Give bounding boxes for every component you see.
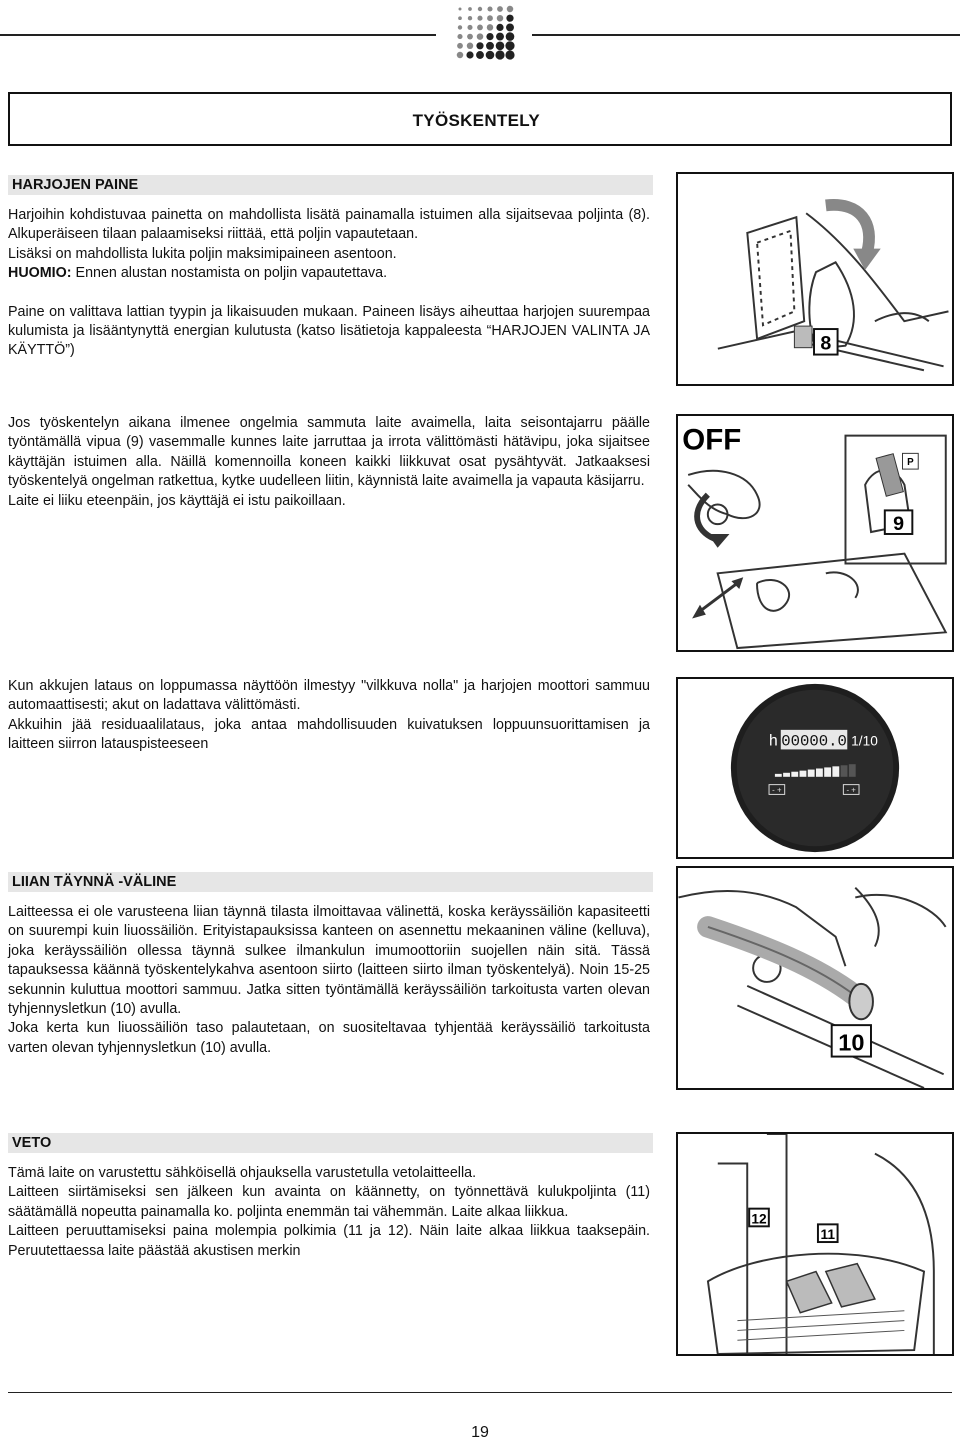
- logo-dot: [496, 42, 505, 51]
- logo-dot: [506, 32, 515, 41]
- figure-label-10: 10: [838, 1029, 865, 1056]
- note-label: HUOMIO:: [8, 265, 72, 282]
- logo-dot: [478, 7, 482, 11]
- logo-dot: [476, 51, 484, 59]
- logo-dot: [477, 33, 484, 40]
- svg-text:- +: - +: [846, 785, 856, 795]
- lever-mark: P: [907, 457, 914, 469]
- logo-dot: [486, 33, 493, 40]
- paragraph: Laitteessa ei ole varusteena liian täynnä tilasta ilmoittavaa välinettä, koska keräyssäiliön kapasiteetti on suurempi kuin liuossäiliön. Erityistapauksissa kanteen on asennettu mekaaninen väline (kelluva), joka keräyssäiliön ollessa täynnä sulkee ilmankulun imumoottoriin suojellen näin sitä. Tässä tapauksessa käännä työskentelykahva asentoon siirto (laitteen siirto ilman työskentelyä). Noin 15-25 sekunnin kuluttua moottori sammuu. Jatka sitten työntämällä keräyssäiliön tarkoitusta varten olevan tyhjennysletkun (10) avulla.: [8, 904, 650, 1018]
- note-paragraph: [8, 264, 650, 283]
- section-heading-drive: VETO: [8, 1133, 653, 1153]
- note-text: Ennen alustan nostamista on poljin vapautettava.: [75, 265, 388, 282]
- page-number: 19: [471, 1424, 489, 1441]
- hour-counter-value: 00000.0: [781, 732, 847, 751]
- drive-text: [8, 1164, 650, 1261]
- off-label: OFF: [682, 423, 742, 457]
- svg-text:- +: - +: [772, 785, 782, 795]
- logo-dot: [506, 23, 514, 31]
- logo-dot: [467, 25, 472, 30]
- page-title: TYÖSKENTELY: [412, 111, 540, 130]
- problems-text: [8, 414, 650, 511]
- paragraph: Laitteen peruuttamiseksi paina molempia polkimia (11 ja 12). Näin laite alkaa liikkua taaksepäin. Peruutettaessa laite päästää akustisen merkin: [8, 1223, 650, 1259]
- level-bar: [783, 773, 790, 777]
- figure-drive-pedals: [676, 1132, 954, 1356]
- figure-label-11: 11: [820, 1227, 836, 1243]
- logo-dot: [486, 42, 494, 50]
- level-bar: [832, 766, 839, 776]
- figure-pressure-pedal: [676, 172, 954, 386]
- figure-key-and-brake: [676, 414, 954, 652]
- paragraph: Harjoihin kohdistuvaa painetta on mahdollista lisätä painamalla istuimen alla sijaitsevaa poljinta (8). Alkuperäiseen tilaan palaamiseksi riittää, että poljin vapautetaan.: [8, 207, 650, 243]
- header-rule-right: [532, 34, 960, 36]
- paragraph: Joka kerta kun liuossäiliön taso palautetaan, on suositeltavaa tyhjentää keräyssäiliö tarkoitusta varten olevan tyhjennysletkun (10) avulla.: [8, 1020, 650, 1056]
- level-bar: [841, 765, 848, 777]
- paragraph: Laitteen siirtämiseksi sen jälkeen kun avainta on käännetty, on työnnettävä kulukpoljinta (11) säätämällä nopeutta painamalla ko. poljinta enemmän tai vähemmän. Laite alkaa liikkua.: [8, 1184, 650, 1220]
- logo-dot: [506, 15, 513, 22]
- brand-dot-logo: [454, 4, 516, 60]
- level-bar: [800, 771, 807, 777]
- paragraph: Kun akkujen lataus on loppumassa näyttöön ilmestyy "vilkkuva nolla" ja harjojen moottori sammuu automaattisesti; akut on ladattava välittömästi.: [8, 678, 650, 714]
- logo-dot: [466, 51, 473, 58]
- logo-dot: [458, 16, 462, 20]
- brush-pressure-text: [8, 206, 650, 361]
- logo-dot: [507, 6, 514, 13]
- section-heading-brush-pressure: HARJOJEN PAINE: [8, 175, 653, 195]
- logo-dot: [457, 34, 462, 39]
- figure-drain-hose: [676, 866, 954, 1090]
- figure-label-9: 9: [893, 513, 905, 536]
- battery-text: [8, 677, 650, 755]
- logo-dot: [457, 52, 464, 59]
- level-bar: [808, 770, 815, 777]
- paragraph: Paine on valittava lattian tyypin ja likaisuuden mukaan. Paineen lisäys aiheuttaa harjojen suurempaa kulumista ja lisääntynyttä energian kulutusta (katso lisätietoja kappaleesta “HARJOJEN VALINTA JA KÄYTTÖ”): [8, 303, 650, 359]
- logo-dot: [505, 50, 514, 59]
- logo-dot: [459, 8, 462, 11]
- footer-rule: [8, 1392, 952, 1393]
- figure-hour-meter-display: [676, 677, 954, 859]
- logo-dot: [467, 43, 474, 50]
- page-title-box: [8, 92, 952, 146]
- paragraph: Laite ei liiku eteenpäin, jos käyttäjä ei istu paikoillaan.: [8, 492, 346, 509]
- paragraph: Tämä laite on varustettu sähköisellä ohjauksella varustetulla vetolaitteella.: [8, 1165, 477, 1181]
- logo-dot: [497, 6, 503, 12]
- tenths-label: 1/10: [851, 733, 878, 749]
- logo-dot: [505, 41, 514, 50]
- hours-label: h: [769, 732, 778, 750]
- logo-dot: [468, 16, 472, 20]
- level-bar: [775, 774, 782, 777]
- level-bar: [791, 772, 798, 777]
- figure-label-12: 12: [751, 1211, 767, 1227]
- paragraph: Lisäksi on mahdollista lukita poljin maksimipaineen asentoon.: [8, 245, 397, 262]
- logo-dot: [467, 34, 473, 40]
- logo-dot: [486, 51, 495, 60]
- logo-dot: [468, 7, 472, 11]
- logo-dot: [487, 15, 493, 21]
- logo-dot: [487, 24, 494, 31]
- level-bar: [849, 764, 856, 777]
- logo-dot: [496, 33, 504, 41]
- section-heading-overfill: LIIAN TÄYNNÄ -VÄLINE: [8, 872, 653, 892]
- logo-dot: [476, 42, 483, 49]
- header-rule-left: [0, 34, 436, 36]
- logo-dot: [497, 15, 504, 22]
- logo-dot: [487, 6, 492, 11]
- paragraph: Jos työskentelyn aikana ilmenee ongelmia sammuta laite avaimella, laita seisontajarru päälle työntämällä vipua (9) vasemmalle kunnes laite jarruttaa ja irrota välittömästi hätävipu, joka sijaitsee käyttäjän istuimen alla. Näillä komennoilla koneen kaikki liikkuvat osat pysähtyvät. Jatkaaksesi työskentelyä ongelman ratkettua, kytke uudelleen liitin, käynnistä laite avaimella ja vapauta käsijarru.: [8, 415, 650, 490]
- logo-dot: [477, 25, 483, 31]
- logo-dot: [457, 43, 463, 49]
- level-bar: [816, 768, 823, 776]
- level-bar: [824, 767, 831, 776]
- logo-dot: [477, 16, 482, 21]
- logo-dot: [458, 25, 462, 29]
- paragraph: Akkuihin jää residuaalilataus, joka antaa mahdollisuuden kuivatuksen loppuunsuorittamisen ja laitteen siirron latauspisteeseen: [8, 716, 650, 753]
- logo-dot: [496, 24, 503, 31]
- overfill-text: [8, 903, 650, 1058]
- logo-dot: [495, 50, 504, 59]
- figure-label-8: 8: [820, 332, 832, 355]
